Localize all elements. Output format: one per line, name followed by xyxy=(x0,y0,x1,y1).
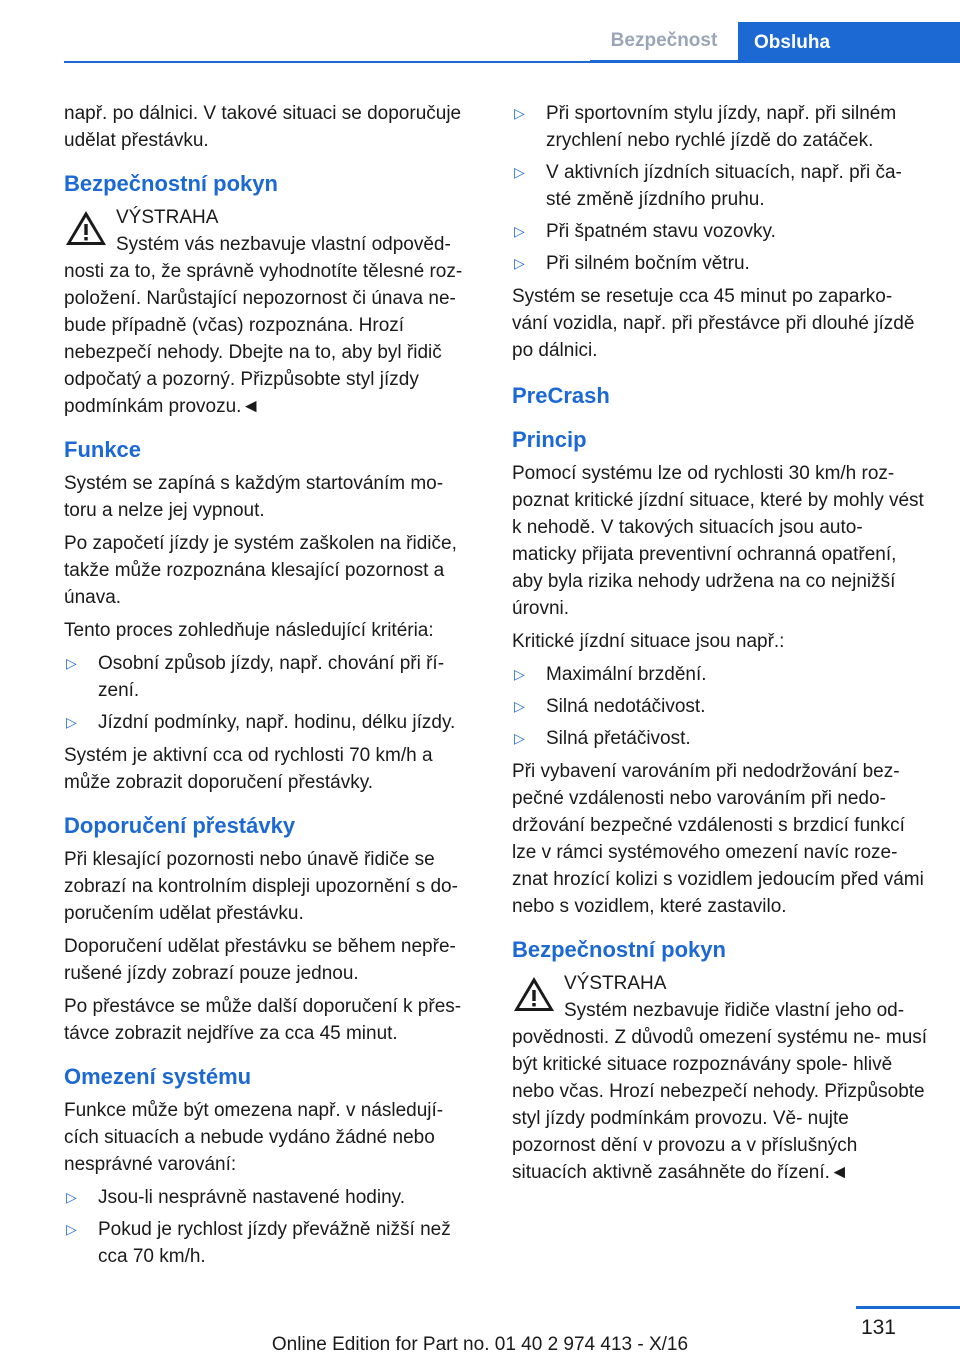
warning-title: VÝSTRAHA xyxy=(564,973,667,994)
reset-paragraph: Systém se resetuje cca 45 minut po zaparko‐ vání vozidla, např. při přestávce při dlouhé jízdě po dálnici. xyxy=(512,286,915,361)
right-column xyxy=(512,100,928,1192)
critical-list xyxy=(512,661,928,752)
warning-block xyxy=(512,970,928,1186)
list-item xyxy=(512,250,928,277)
triangle-bullet-icon: ▷ xyxy=(514,698,525,714)
triangle-bullet-icon: ▷ xyxy=(514,666,525,682)
list-item-text: Jízdní podmínky, např. hodinu, délku jízdy. xyxy=(98,712,456,733)
doporuceni-paragraph-1: Při klesající pozornosti nebo únavě řidiče se zobrazí na kontrolním displeji upozornění s do‐ poručením udělat přestávku. xyxy=(64,849,458,924)
situations-list xyxy=(512,100,928,277)
triangle-bullet-icon: ▷ xyxy=(514,164,525,180)
doporuceni-paragraph-2: Doporučení udělat přestávku se během nepře‐ rušené jízdy zobrazí pouze jednou. xyxy=(64,936,456,984)
page-number: 131 xyxy=(860,1316,896,1339)
warning-triangle-icon xyxy=(64,208,108,248)
left-column xyxy=(64,100,478,1276)
section-heading-precrash: PreCrash xyxy=(512,383,610,408)
list-item xyxy=(512,725,928,752)
footer-rule xyxy=(856,1306,960,1309)
section-heading-safety-2: Bezpečnostní pokyn xyxy=(512,937,726,962)
warning-first-line: Systém vás nezbavuje vlastní odpověd‐ xyxy=(116,234,451,255)
funkce-paragraph-2: Po započetí jízdy je systém zaškolen na řidiče, takže může rozpoznána klesající pozornost a únava. xyxy=(64,533,457,608)
edition-line: Online Edition for Part no. 01 40 2 974 413 - X/16 xyxy=(271,1334,689,1355)
section-heading-safety: Bezpečnostní pokyn xyxy=(64,171,278,196)
triangle-bullet-icon: ▷ xyxy=(66,655,77,671)
section-heading-princip: Princip xyxy=(512,427,587,452)
list-item-text: Silná nedotáčivost. xyxy=(546,696,706,717)
list-item-text: Jsou-li nesprávně nastavené hodiny. xyxy=(98,1187,406,1208)
warning-title: VÝSTRAHA xyxy=(116,207,219,228)
funkce-paragraph-3: Tento proces zohledňuje následující kritéria: xyxy=(64,620,434,641)
warning-triangle-icon xyxy=(512,974,556,1014)
warning-text: nosti za to, že správně vyhodnotíte tělesné roz‐ položení. Narůstající nepozornost či únava ne‐ bude případně (včas) rozpoznána. Hrozí nebezpečí nehody. Dbejte na to, aby byl řidič odpočatý a pozorný. Přizpůsobte styl jízdy podmínkám provozu.◄ xyxy=(64,261,463,417)
list-item-text: Při silném bočním větru. xyxy=(546,253,750,274)
list-item-text: Maximální brzdění. xyxy=(546,664,707,685)
criteria-list xyxy=(64,650,478,736)
triangle-bullet-icon: ▷ xyxy=(66,1221,77,1237)
list-item xyxy=(512,218,928,245)
funkce-paragraph-1: Systém se zapíná s každým startováním mo‐ toru a nelze jej vypnout. xyxy=(64,473,444,521)
omezeni-list xyxy=(64,1184,478,1270)
list-item-text: Při špatném stavu vozovky. xyxy=(546,221,776,242)
triangle-bullet-icon: ▷ xyxy=(66,1189,77,1205)
list-item xyxy=(512,159,928,213)
princip-paragraph-3: Při vybavení varováním při nedodržování bez‐ pečné vzdálenosti nebo varováním při nedo‐ držování bezpečné vzdálenosti s brzdicí funkcí lze v rámci systémového omezení navíc roze‐ znat hrozící kolizi s vozidlem jedoucím před vámi nebo s vozidlem, které zastavilo. xyxy=(512,761,924,917)
tab-obsluha[interactable]: Obsluha xyxy=(738,22,960,63)
list-item xyxy=(512,693,928,720)
warning-first-line: Systém nezbavuje řidiče vlastní jeho od‐ xyxy=(564,1000,905,1021)
list-item-text: Při sportovním stylu jízdy, např. při silném zrychlení nebo rychlé jízdě do zatáček. xyxy=(546,103,897,151)
list-item-text: Pokud je rychlost jízdy převážně nižší než cca 70 km/h. xyxy=(98,1219,451,1267)
list-item xyxy=(512,100,928,154)
warning-block xyxy=(64,204,478,420)
list-item xyxy=(512,661,928,688)
triangle-bullet-icon: ▷ xyxy=(514,255,525,271)
triangle-bullet-icon: ▷ xyxy=(514,730,525,746)
list-item-text: Silná přetáčivost. xyxy=(546,728,691,749)
section-heading-funkce: Funkce xyxy=(64,437,142,462)
princip-paragraph-1: Pomocí systému lze od rychlosti 30 km/h roz‐ poznat kritické jízdní situace, které by mohly vést k nehodě. V takových situacích jsou auto‐ maticky přijata preventivní ochranná opatření, aby byla rizika nehody udržena na co nejnižší úrovni. xyxy=(512,463,924,619)
list-item xyxy=(64,1184,478,1211)
triangle-bullet-icon: ▷ xyxy=(514,105,525,121)
section-heading-omezeni: Omezení systému xyxy=(64,1064,252,1089)
funkce-paragraph-4: Systém je aktivní cca od rychlosti 70 km/h a může zobrazit doporučení přestávky. xyxy=(64,745,433,793)
intro-paragraph: např. po dálnici. V takové situaci se doporučuje udělat přestávku. xyxy=(64,103,462,151)
list-item xyxy=(64,709,478,736)
triangle-bullet-icon: ▷ xyxy=(66,714,77,730)
omezeni-paragraph: Funkce může být omezena např. v následují‐ cích situacích a nebude vydáno žádné nebo nesprávné varování: xyxy=(64,1100,444,1175)
list-item-text: Osobní způsob jízdy, např. chování při ří‐ zení. xyxy=(98,653,445,701)
list-item-text: V aktivních jízdních situacích, např. při ča‐ sté změně jízdního pruhu. xyxy=(546,162,902,210)
warning-text: povědnosti. Z důvodů omezení systému ne‐ musí být kritické situace rozpoznávány spole‐ hlivě nebo včas. Hrozí nebezpečí nehody. Přizpůsobte styl jízdy podmínkám provozu. Vě‐ nujte pozornost dění v provozu a v příslušných situacích aktivně zasáhněte do řízení.◄ xyxy=(512,1027,928,1183)
tab-bezpecnost[interactable]: Bezpečnost xyxy=(590,22,738,62)
list-item xyxy=(64,650,478,704)
section-heading-doporuceni: Doporučení přestávky xyxy=(64,813,296,838)
princip-paragraph-2: Kritické jízdní situace jsou např.: xyxy=(512,631,785,652)
list-item xyxy=(64,1216,478,1270)
triangle-bullet-icon: ▷ xyxy=(514,223,525,239)
doporuceni-paragraph-3: Po přestávce se může další doporučení k přes‐ távce zobrazit nejdříve za cca 45 minut. xyxy=(64,996,462,1044)
